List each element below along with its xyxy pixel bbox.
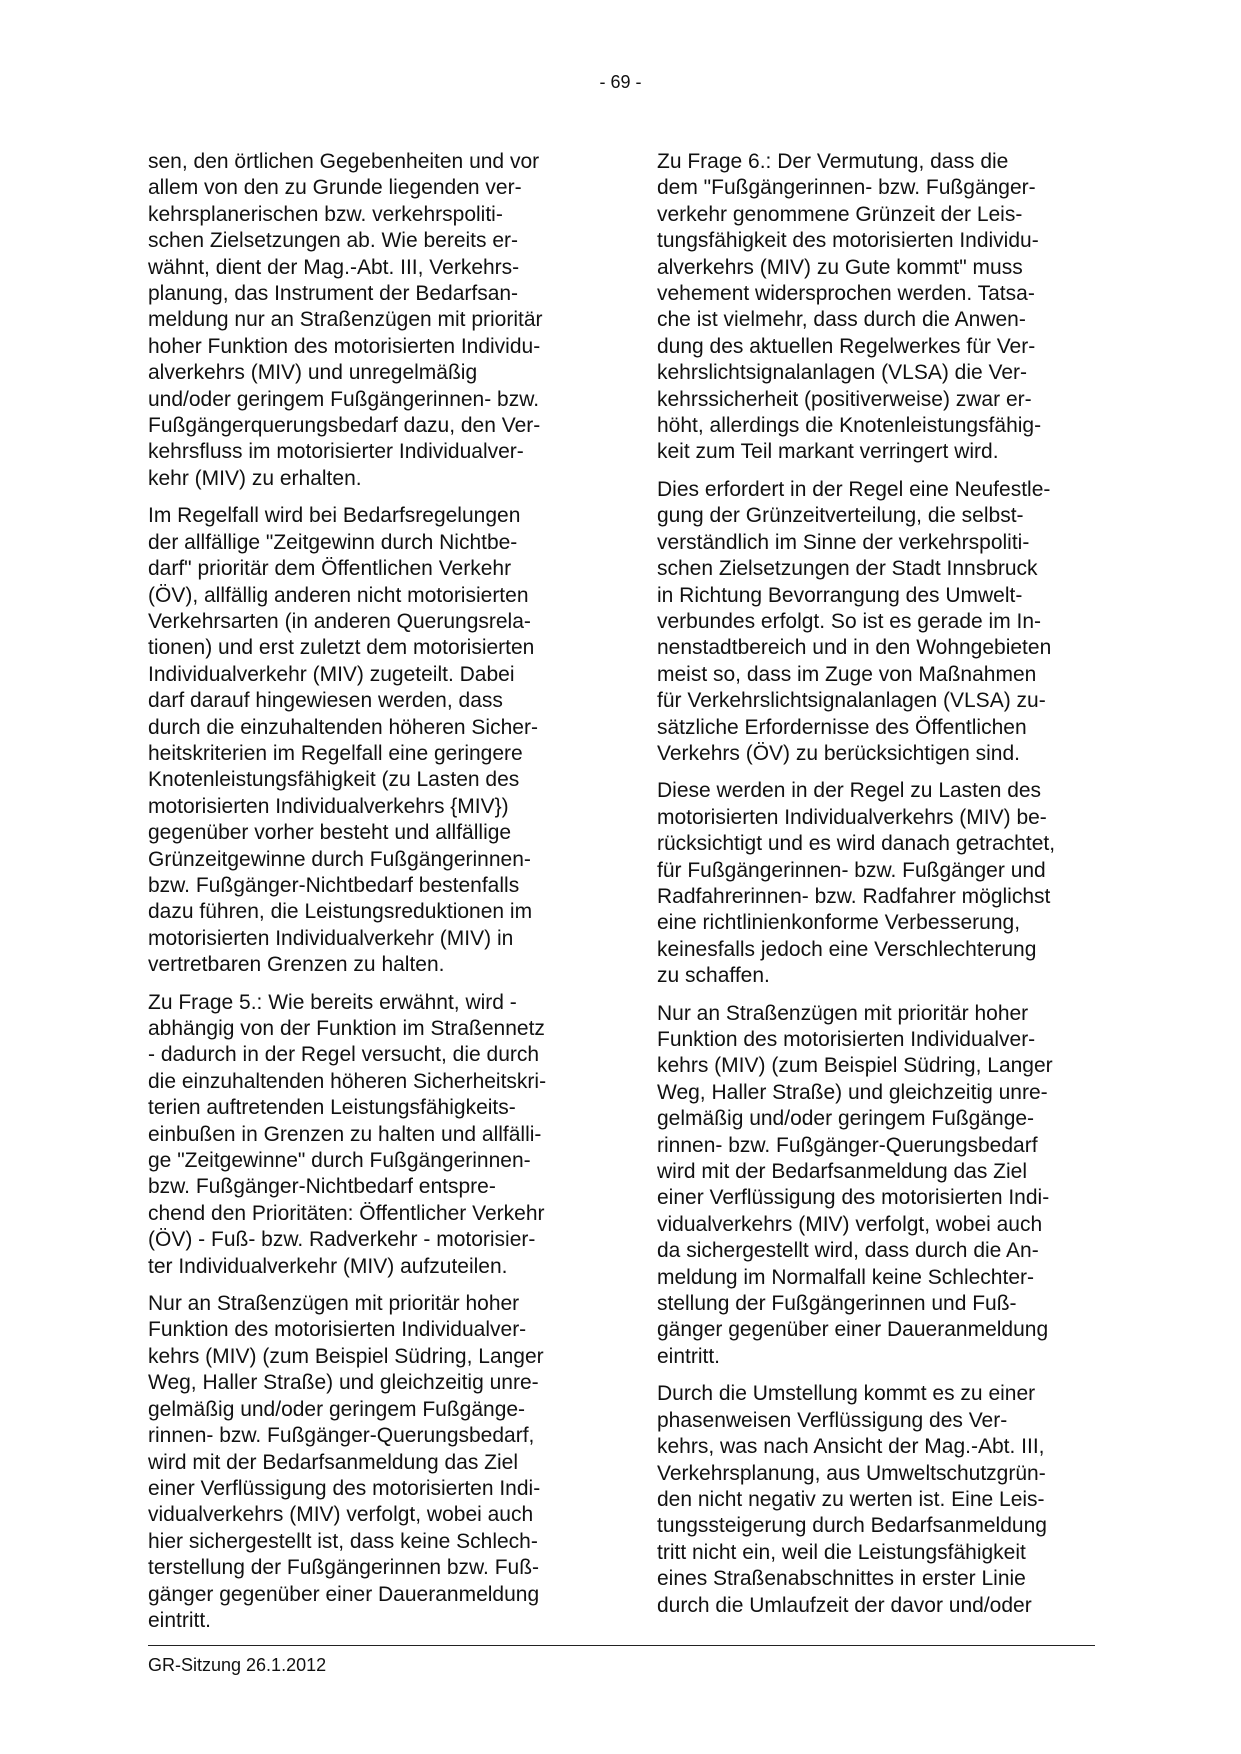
text-line: dem "Fußgängerinnen- bzw. Fußgänger-	[657, 176, 1036, 200]
text-line: heitskriterien im Regelfall eine geringere	[148, 741, 523, 765]
text-line: Diese werden in der Regel zu Lasten des	[657, 779, 1042, 803]
text-line: kehr (MIV) zu erhalten.	[148, 466, 362, 490]
text-line: einer Verflüssigung des motorisierten Indi-	[657, 1186, 1050, 1210]
text-line: Nur an Straßenzügen mit prioritär hoher	[148, 1292, 520, 1316]
text-line: Radfahrerinnen- bzw. Radfahrer möglichst	[657, 884, 1051, 908]
text-line: tungssteigerung durch Bedarfsanmeldung	[657, 1514, 1047, 1538]
text-line: Weg, Haller Straße) und gleichzeitig unre-	[148, 1371, 539, 1395]
text-line: Individualverkehr (MIV) zugeteilt. Dabei	[148, 662, 515, 686]
text-line: eintritt.	[657, 1344, 721, 1368]
text-line: hier sichergestellt ist, dass keine Schlech-	[148, 1529, 538, 1553]
text-line: keit zum Teil markant verringert wird.	[657, 440, 999, 464]
paragraph	[657, 1381, 1102, 1619]
paragraph	[148, 149, 593, 492]
text-line: dung des aktuellen Regelwerkes für Ver-	[657, 334, 1036, 358]
text-line: zu schaffen.	[657, 964, 770, 988]
text-line: kehrsplanerischen bzw. verkehrspoliti-	[148, 202, 503, 226]
text-line: meist so, dass im Zuge von Maßnahmen	[657, 662, 1037, 686]
paragraph	[148, 503, 593, 978]
text-line: sätzliche Erfordernisse des Öffentlichen	[657, 715, 1027, 739]
text-line: alverkehrs (MIV) und unregelmäßig	[148, 361, 478, 385]
paragraph	[657, 778, 1102, 989]
text-line: hoher Funktion des motorisierten Individu-	[148, 334, 541, 358]
text-line: kehrs (MIV) (zum Beispiel Südring, Langer	[657, 1054, 1053, 1078]
page-number: - 69 -	[599, 72, 642, 92]
text-line: in Richtung Bevorrangung des Umwelt-	[657, 583, 1023, 607]
text-line: dazu führen, die Leistungsreduktionen im	[148, 900, 533, 924]
text-line: vehement widersprochen werden. Tatsa-	[657, 282, 1035, 306]
text-line: phasenweisen Verflüssigung des Ver-	[657, 1408, 1008, 1432]
text-line: planung, das Instrument der Bedarfsan-	[148, 282, 519, 306]
text-line: gänger gegenüber einer Daueranmeldung	[657, 1318, 1049, 1342]
text-line: - dadurch in der Regel versucht, die durch	[148, 1043, 540, 1067]
paragraph	[657, 477, 1102, 767]
paragraph	[148, 1291, 593, 1634]
text-line: durch die Umlaufzeit der davor und/oder	[657, 1593, 1032, 1617]
text-line: terien auftretenden Leistungsfähigkeits-	[148, 1096, 516, 1120]
text-line: tungsfähigkeit des motorisierten Individu-	[657, 229, 1039, 253]
text-line: kehrs (MIV) (zum Beispiel Südring, Langer	[148, 1344, 544, 1368]
text-line: bzw. Fußgänger-Nichtbedarf entspre-	[148, 1175, 496, 1199]
text-line: rinnen- bzw. Fußgänger-Querungsbedarf	[657, 1133, 1038, 1157]
text-line: Nur an Straßenzügen mit prioritär hoher	[657, 1001, 1029, 1025]
text-line: Knotenleistungsfähigkeit (zu Lasten des	[148, 768, 520, 792]
text-line: vidualverkehrs (MIV) verfolgt, wobei auch	[657, 1212, 1043, 1236]
text-line: ge "Zeitgewinne" durch Fußgängerinnen-	[148, 1149, 531, 1173]
text-line: verständlich im Sinne der verkehrspoliti-	[657, 530, 1030, 554]
text-line: wähnt, dient der Mag.-Abt. III, Verkehrs-	[148, 255, 520, 279]
text-line: eine richtlinienkonforme Verbesserung,	[657, 911, 1021, 935]
text-line: Verkehrsplanung, aus Umweltschutzgrün-	[657, 1461, 1046, 1485]
text-line: eintritt.	[148, 1608, 212, 1632]
text-line: gänger gegenüber einer Daueranmeldung	[148, 1582, 540, 1606]
text-line: gelmäßig und/oder geringem Fußgänge-	[148, 1397, 526, 1421]
text-line: Zu Frage 5.: Wie bereits erwähnt, wird -	[148, 990, 517, 1014]
text-line: die einzuhaltenden höheren Sicherheitskri-	[148, 1069, 547, 1093]
text-line: alverkehrs (MIV) zu Gute kommt" muss	[657, 255, 1023, 279]
text-line: wird mit der Bedarfsanmeldung das Ziel	[657, 1160, 1028, 1184]
paragraph	[657, 1001, 1102, 1371]
text-line: allem von den zu Grunde liegenden ver-	[148, 176, 522, 200]
text-line: ter Individualverkehr (MIV) aufzuteilen.	[148, 1254, 508, 1278]
text-line: schen Zielsetzungen der Stadt Innsbruck	[657, 557, 1038, 581]
text-line: Verkehrsarten (in anderen Querungsrela-	[148, 609, 531, 633]
text-line: bzw. Fußgänger-Nichtbedarf bestenfalls	[148, 873, 520, 897]
text-line: che ist vielmehr, dass durch die Anwen-	[657, 308, 1026, 332]
text-line: kehrs, was nach Ansicht der Mag.-Abt. III,	[657, 1435, 1045, 1459]
text-line: kehrsfluss im motorisierter Individualver-	[148, 440, 524, 464]
footer-divider	[148, 1645, 1095, 1646]
paragraph	[148, 990, 593, 1280]
text-line: da sichergestellt wird, dass durch die An-	[657, 1239, 1039, 1263]
text-line: keinesfalls jedoch eine Verschlechterung	[657, 937, 1037, 961]
text-line: Funktion des motorisierten Individualver-	[148, 1318, 527, 1342]
text-line: durch die einzuhaltenden höheren Sicher-	[148, 715, 538, 739]
text-line: einer Verflüssigung des motorisierten Indi-	[148, 1476, 541, 1500]
text-line: einbußen in Grenzen zu halten und allfälli-	[148, 1122, 542, 1146]
text-line: terstellung der Fußgängerinnen bzw. Fuß-	[148, 1556, 540, 1580]
text-line: gung der Grünzeitverteilung, die selbst-	[657, 504, 1024, 528]
text-line: kehrssicherheit (positiverweise) zwar er-	[657, 387, 1032, 411]
text-line: vidualverkehrs (MIV) verfolgt, wobei auch	[148, 1503, 534, 1527]
footer-session-date: GR-Sitzung 26.1.2012	[148, 1655, 327, 1675]
text-line: Durch die Umstellung kommt es zu einer	[657, 1382, 1036, 1406]
text-line: tionen) und erst zuletzt dem motorisierten	[148, 636, 535, 660]
text-line: motorisierten Individualverkehr (MIV) in	[148, 926, 514, 950]
text-line: motorisierten Individualverkehrs {MIV})	[148, 794, 509, 818]
text-line: darf darauf hingewiesen werden, dass	[148, 689, 503, 713]
text-line: tritt nicht ein, weil die Leistungsfähigkeit	[657, 1540, 1026, 1564]
text-line: abhängig von der Funktion im Straßennetz	[148, 1017, 545, 1040]
text-line: gegenüber vorher besteht und allfällige	[148, 821, 512, 845]
text-line: rücksichtigt und es wird danach getrachtet,	[657, 832, 1056, 856]
text-line: meldung im Normalfall keine Schlechter-	[657, 1265, 1034, 1289]
text-line: Verkehrs (ÖV) zu berücksichtigen sind.	[657, 741, 1020, 765]
right-column	[657, 149, 1102, 1630]
text-line: nenstadtbereich und in den Wohngebieten	[657, 636, 1052, 660]
text-line: chend den Prioritäten: Öffentlicher Verkehr	[148, 1201, 545, 1225]
text-line: den nicht negativ zu werten ist. Eine Leis-	[657, 1487, 1045, 1511]
text-line: Im Regelfall wird bei Bedarfsregelungen	[148, 504, 521, 528]
text-line: für Verkehrslichtsignalanlagen (VLSA) zu-	[657, 689, 1046, 713]
text-line: schen Zielsetzungen ab. Wie bereits er-	[148, 229, 519, 253]
text-line: für Fußgängerinnen- bzw. Fußgänger und	[657, 858, 1046, 882]
text-line: (ÖV) - Fuß- bzw. Radverkehr - motorisier-	[148, 1228, 536, 1252]
text-line: Zu Frage 6.: Der Vermutung, dass die	[657, 150, 1009, 173]
text-line: kehrslichtsignalanlagen (VLSA) die Ver-	[657, 361, 1028, 385]
text-line: Dies erfordert in der Regel eine Neufestle-	[657, 477, 1051, 501]
text-line: höht, allerdings die Knotenleistungsfähig-	[657, 414, 1042, 438]
text-line: (ÖV), allfällig anderen nicht motorisierten	[148, 583, 529, 607]
paragraph	[657, 149, 1102, 466]
text-line: Funktion des motorisierten Individualver-	[657, 1028, 1036, 1051]
text-line: wird mit der Bedarfsanmeldung das Ziel	[148, 1450, 519, 1474]
text-line: verkehr genommene Grünzeit der Leis-	[657, 202, 1023, 226]
text-line: eines Straßenabschnittes in erster Linie	[657, 1567, 1026, 1591]
text-line: der allfällige "Zeitgewinn durch Nichtbe-	[148, 530, 518, 554]
text-line: Weg, Haller Straße) und gleichzeitig unre-	[657, 1080, 1048, 1104]
text-line: Grünzeitgewinne durch Fußgängerinnen-	[148, 847, 531, 871]
text-line: rinnen- bzw. Fußgänger-Querungsbedarf,	[148, 1424, 535, 1448]
text-line: motorisierten Individualverkehrs (MIV) be-	[657, 805, 1047, 829]
left-column	[148, 149, 593, 1645]
text-line: und/oder geringem Fußgängerinnen- bzw.	[148, 387, 540, 411]
text-line: verbundes erfolgt. So ist es gerade im In-	[657, 609, 1042, 633]
text-line: vertretbaren Grenzen zu halten.	[148, 953, 445, 977]
text-line: stellung der Fußgängerinnen und Fuß-	[657, 1292, 1017, 1316]
text-line: sen, den örtlichen Gegebenheiten und vor	[148, 150, 540, 173]
text-line: darf" prioritär dem Öffentlichen Verkehr	[148, 557, 512, 581]
text-line: gelmäßig und/oder geringem Fußgänge-	[657, 1107, 1035, 1131]
text-line: meldung nur an Straßenzügen mit prioritär	[148, 308, 543, 332]
text-line: Fußgängerquerungsbedarf dazu, den Ver-	[148, 414, 541, 438]
